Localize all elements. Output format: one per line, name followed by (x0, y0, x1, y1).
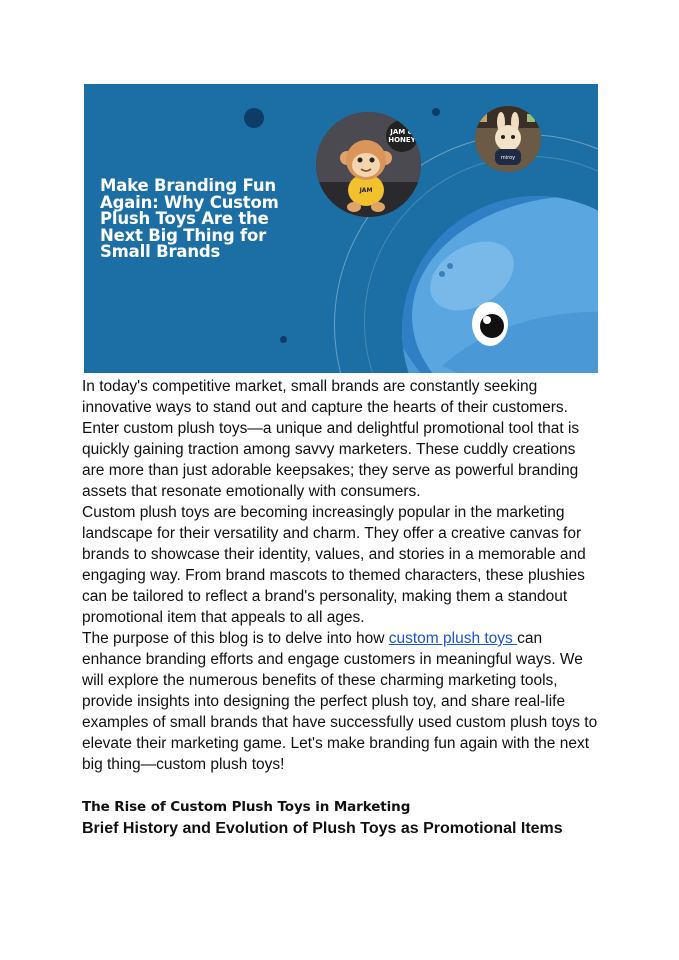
intro-paragraph: In today's competitive market, small brands are constantly seeking innovative ways to stand out and capture the hearts of their customers. Enter custom plush toys—a unique and delightful promotional tool that is quickly gaining traction among savvy marketers. These cuddly creations are more than just adorable keepsakes; they serve as powerful branding assets that resonate emotionally with consumers. (82, 378, 580, 500)
bunny-plush-photo (475, 106, 541, 172)
hero-title-line: Next Big Thing for (100, 225, 267, 245)
section-heading-rise: The Rise of Custom Plush Toys in Marketing (82, 799, 411, 815)
svg-text:JAM &: JAM & (390, 128, 414, 136)
custom-plush-toys-link[interactable]: custom plush toys (388, 630, 518, 647)
hero-title-line: Again: Why Custom (100, 192, 279, 212)
hero-title-line: Plush Toys Are the (100, 209, 269, 228)
hero-title (100, 178, 300, 261)
decorative-dot (244, 108, 264, 128)
purpose-text-before-link: The purpose of this blog is to delve into how (82, 630, 389, 647)
svg-text:JAM: JAM (359, 187, 373, 194)
svg-text:HONEY: HONEY (388, 136, 416, 144)
decorative-dot (280, 336, 287, 343)
hero-title-line: Small Brands (100, 242, 221, 261)
hero-banner-image (84, 84, 598, 373)
svg-text:miroy: miroy (500, 155, 516, 161)
article-body (82, 376, 602, 775)
section-heading-brief-history: Brief History and Evolution of Plush Toys as Promotional Items (82, 820, 563, 837)
popularity-paragraph: Custom plush toys are becoming increasingly popular in the marketing landscape for their versatility and charm. They offer a creative canvas for brands to showcase their identity, values, and stories in a memorable and engaging way. From brand mascots to themed characters, these plushies can be tailored to reflect a brand's personality, making them a standout promotional item that appeals to all ages. (82, 504, 586, 626)
decorative-dot (432, 108, 440, 116)
purpose-text-after-link: can enhance branding efforts and engage customers in meaningful ways. We will explore the numerous benefits of these charming marketing tools, provide insights into designing the perfect plush toy, and share real-life examples of small brands that have successfully used custom plush toys to elevate their marketing game. Let's make branding fun again with the next big thing—custom plush toys! (82, 630, 598, 773)
monkey-plush-photo (316, 112, 421, 217)
hero-title-line: Make Branding Fun (100, 176, 276, 195)
purpose-paragraph (82, 628, 602, 775)
